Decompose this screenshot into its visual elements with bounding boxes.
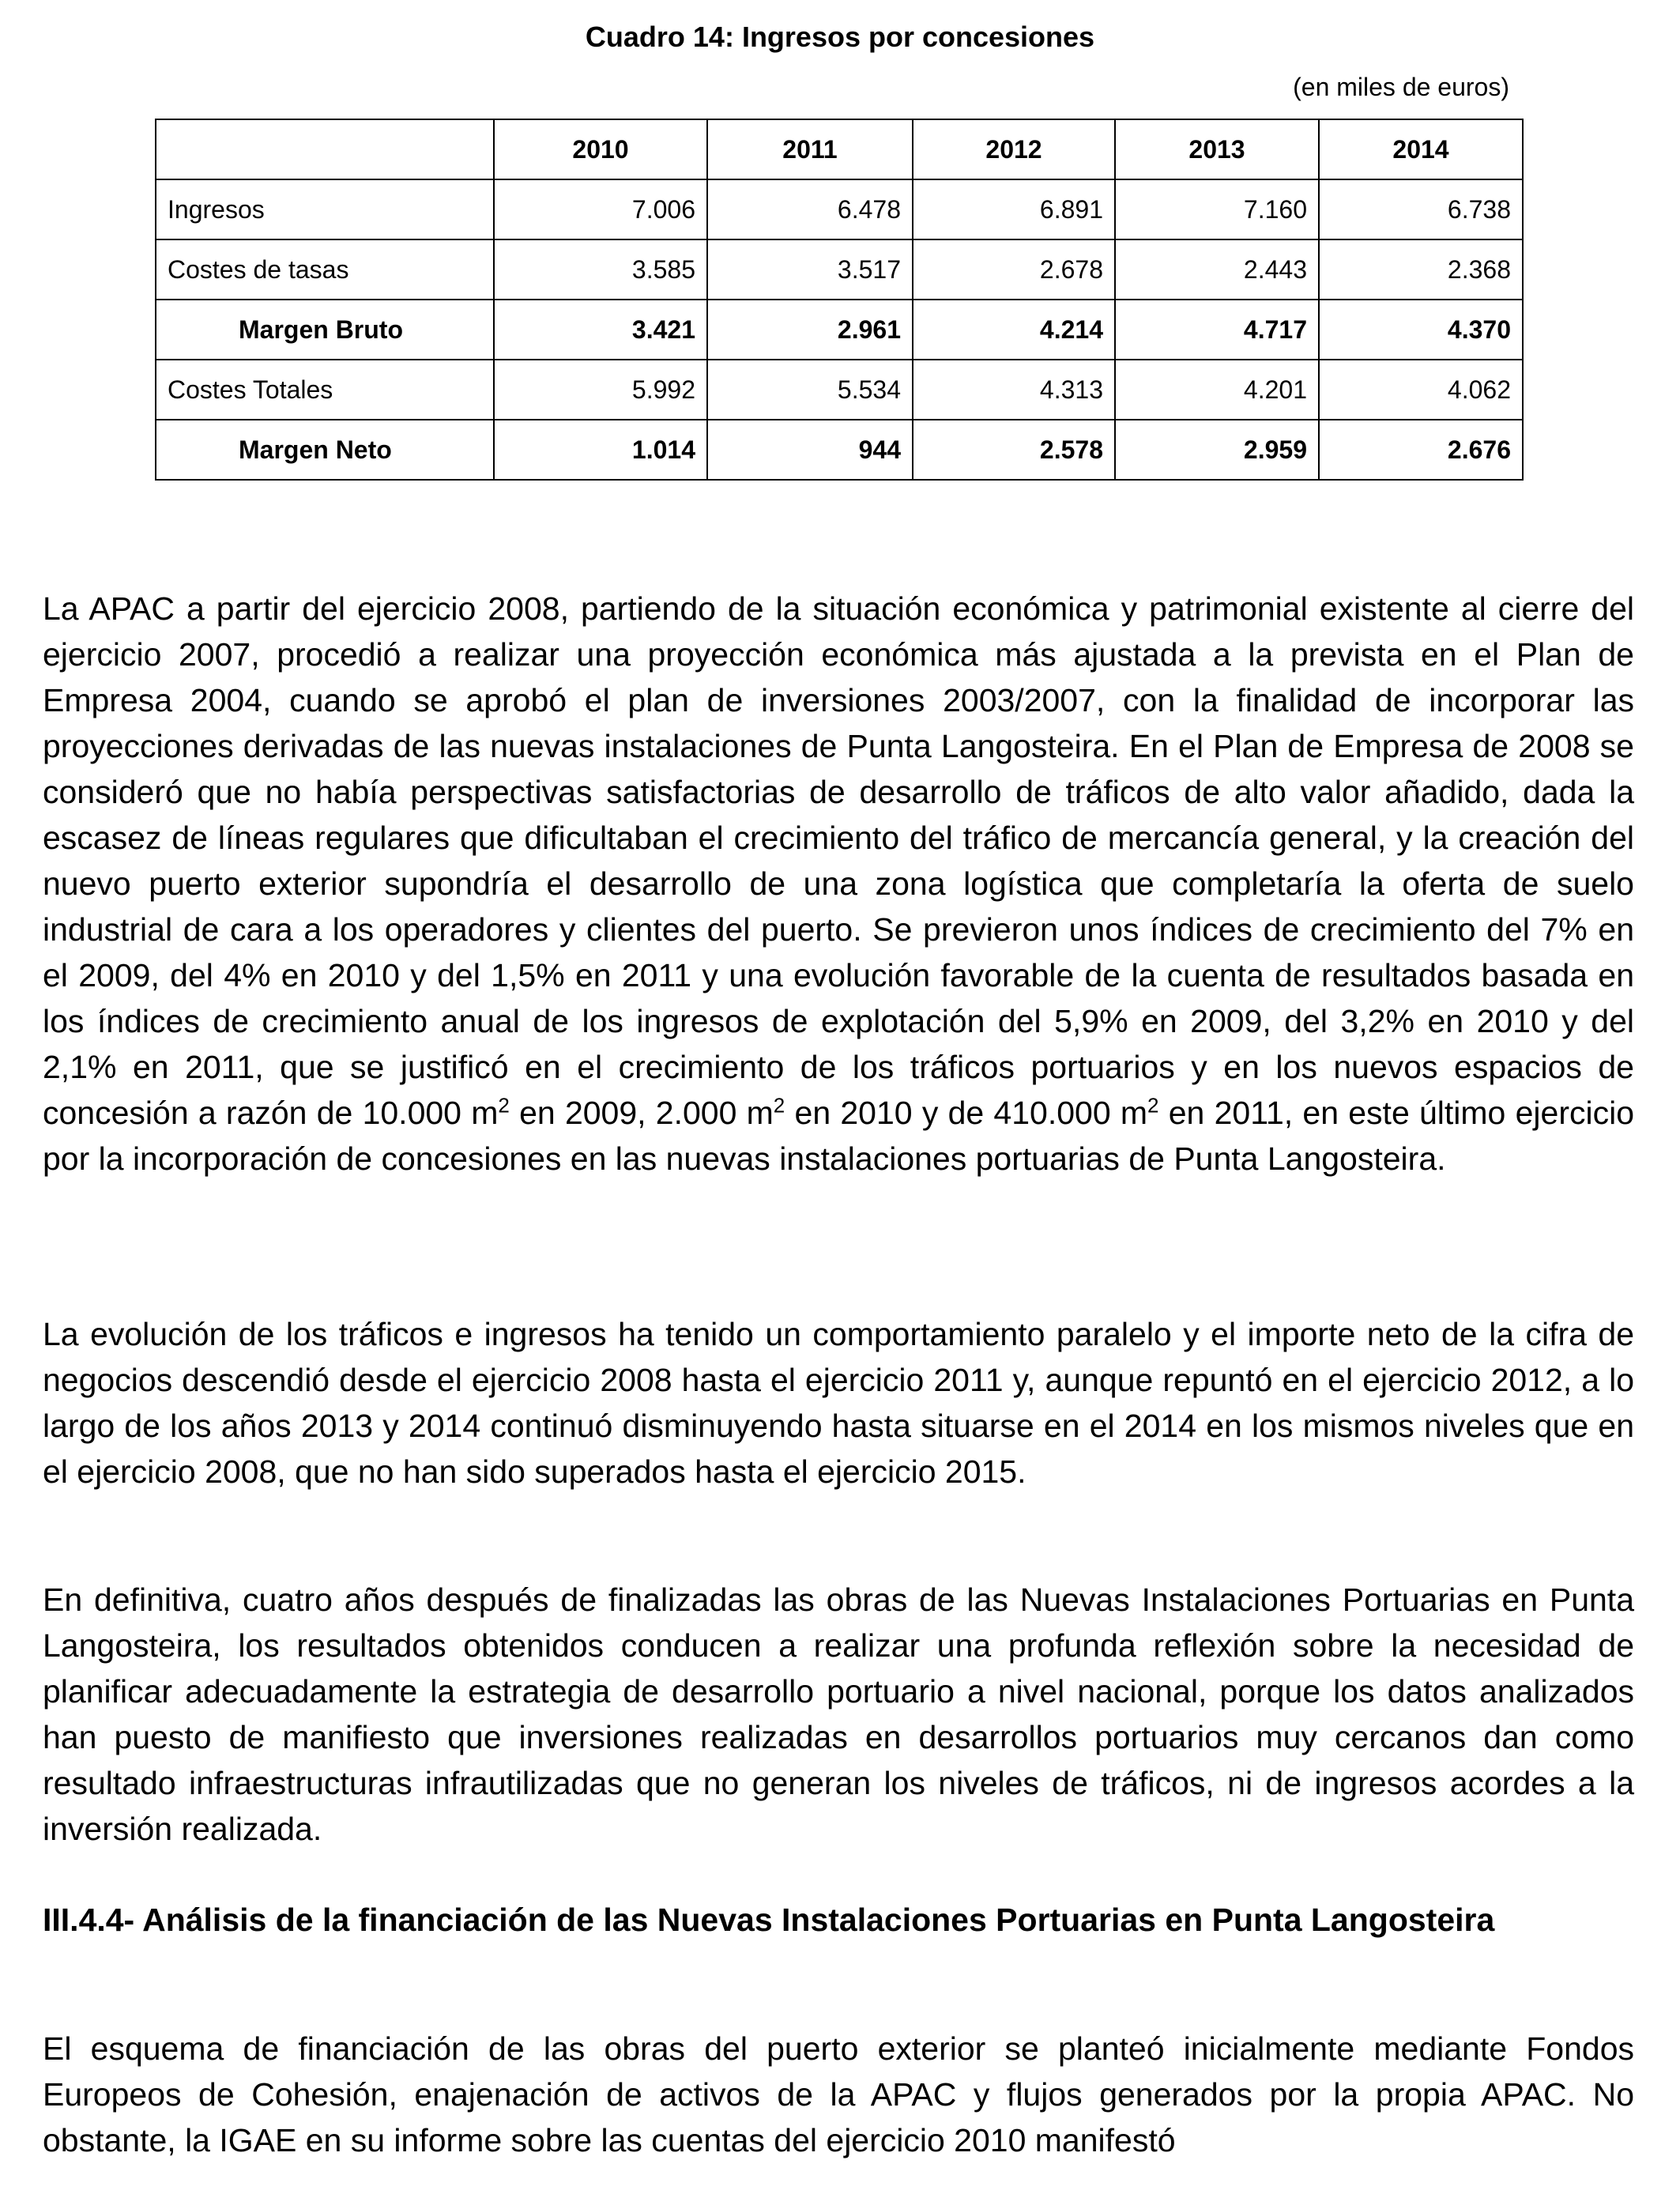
table-cell: 944 [707, 420, 913, 480]
superscript: 2 [498, 1093, 510, 1118]
paragraph-text: en 2010 y de 410.000 m [785, 1095, 1148, 1131]
section-heading: III.4.4- Análisis de la financiación de las Nuevas Instalaciones Portuarias en Punta Langosteira [43, 1902, 1495, 1938]
header-cell: 2010 [494, 119, 707, 179]
table-cell: 2.676 [1319, 420, 1523, 480]
row-label: Costes de tasas [156, 239, 494, 300]
table-cell: 7.006 [494, 179, 707, 239]
table-cell: 3.421 [494, 300, 707, 360]
table-cell: 4.062 [1319, 360, 1523, 420]
table-row [156, 360, 1523, 420]
paragraph-planning [43, 586, 1634, 1182]
table-cell: 6.891 [913, 179, 1115, 239]
superscript: 2 [773, 1093, 785, 1118]
table-row [156, 239, 1523, 300]
table-cell: 4.717 [1115, 300, 1319, 360]
table-title: Cuadro 14: Ingresos por concesiones [585, 21, 1095, 53]
table-cell: 2.678 [913, 239, 1115, 300]
paragraph-financing: El esquema de financiación de las obras del puerto exterior se planteó inicialmente mediante Fondos Europeos de Cohesión, enajenación de activos de la APAC y flujos generados por la propia APAC. No obstante, la IGAE en su informe sobre las cuentas del ejercicio 2010 manifestó [43, 2030, 1634, 2158]
header-cell: 2013 [1115, 119, 1319, 179]
table-cell: 4.313 [913, 360, 1115, 420]
table-cell: 4.370 [1319, 300, 1523, 360]
paragraph-text: La APAC a partir del ejercicio 2008, partiendo de la situación económica y patrimonial existente al cierre del ejercicio 2007, procedió a realizar una proyección económica más ajustada a la prevista en el Plan de Empresa 2004, cuando se aprobó el plan de inversiones 2003/2007, con la finalidad de incorporar las proyecciones derivadas de las nuevas instalaciones de Punta Langosteira. En el Plan de Empresa de 2008 se consideró que no había perspectivas satisfactorias de desarrollo de tráficos de alto valor añadido, dada la escasez de líneas regulares que dificultaban el crecimiento del tráfico de mercancía general, y la creación del nuevo puerto exterior supondría el desarrollo de una zona logística que completaría la oferta de suelo industrial de cara a los operadores y clientes del puerto. Se previeron unos índices de crecimiento del 7% en el 2009, del 4% en 2010 y del 1,5% en 2011 y una evolución favorable de la cuenta de resultados basada en los índices de crecimiento anual de los ingresos de explotación del 5,9% en 2009, del 3,2% en 2010 y del 2,1% en 2011, que se justificó en el crecimiento de los tráficos portuarios y en los nuevos espacios de concesión a razón de 10.000 m [43, 590, 1634, 1131]
table-cell: 4.214 [913, 300, 1115, 360]
superscript: 2 [1147, 1093, 1159, 1118]
table-cell: 3.517 [707, 239, 913, 300]
paragraph-text: en 2009, 2.000 m [509, 1095, 774, 1131]
row-label: Margen Bruto [156, 300, 494, 360]
paragraph-text: en 2011, en este último ejercicio por la incorporación de concesiones en las nuevas instalaciones portuarias de Punta Langosteira. [43, 1095, 1634, 1177]
table-header-row [156, 119, 1523, 179]
paragraph-conclusion: En definitiva, cuatro años después de finalizadas las obras de las Nuevas Instalaciones Portuarias en Punta Langosteira, los resultados obtenidos conducen a realizar una profunda reflexión sobre la necesidad de planificar adecuadamente la estrategia de desarrollo portuario a nivel nacional, porque los datos analizados han puesto de manifiesto que inversiones realizadas en desarrollos portuarios muy cercanos dan como resultado infraestructuras infrautilizadas que no generan los niveles de tráficos, ni de ingresos acordes a la inversión realizada. [43, 1581, 1634, 1847]
table-cell: 2.961 [707, 300, 913, 360]
table-cell: 6.478 [707, 179, 913, 239]
table-unit: (en miles de euros) [1293, 73, 1509, 101]
table-row [156, 179, 1523, 239]
header-cell: 2011 [707, 119, 913, 179]
revenue-table [155, 119, 1524, 481]
table-row [156, 300, 1523, 360]
paragraph-traffic-evolution: La evolución de los tráficos e ingresos ha tenido un comportamiento paralelo y el importe neto de la cifra de negocios descendió desde el ejercicio 2008 hasta el ejercicio 2011 y, aunque repuntó en el ejercicio 2012, a lo largo de los años 2013 y 2014 continuó disminuyendo hasta situarse en el 2014 en los mismos niveles que en el ejercicio 2008, que no han sido superados hasta el ejercicio 2015. [43, 1316, 1634, 1490]
header-cell [156, 119, 494, 179]
table-cell: 7.160 [1115, 179, 1319, 239]
table-cell: 2.443 [1115, 239, 1319, 300]
table-row [156, 420, 1523, 480]
table-cell: 2.959 [1115, 420, 1319, 480]
header-cell: 2014 [1319, 119, 1523, 179]
table-cell: 5.534 [707, 360, 913, 420]
table-cell: 6.738 [1319, 179, 1523, 239]
table-cell: 1.014 [494, 420, 707, 480]
table-cell: 4.201 [1115, 360, 1319, 420]
table-cell: 2.368 [1319, 239, 1523, 300]
table-cell: 2.578 [913, 420, 1115, 480]
header-cell: 2012 [913, 119, 1115, 179]
row-label: Margen Neto [156, 420, 494, 480]
table-cell: 5.992 [494, 360, 707, 420]
row-label: Costes Totales [156, 360, 494, 420]
row-label: Ingresos [156, 179, 494, 239]
table-cell: 3.585 [494, 239, 707, 300]
